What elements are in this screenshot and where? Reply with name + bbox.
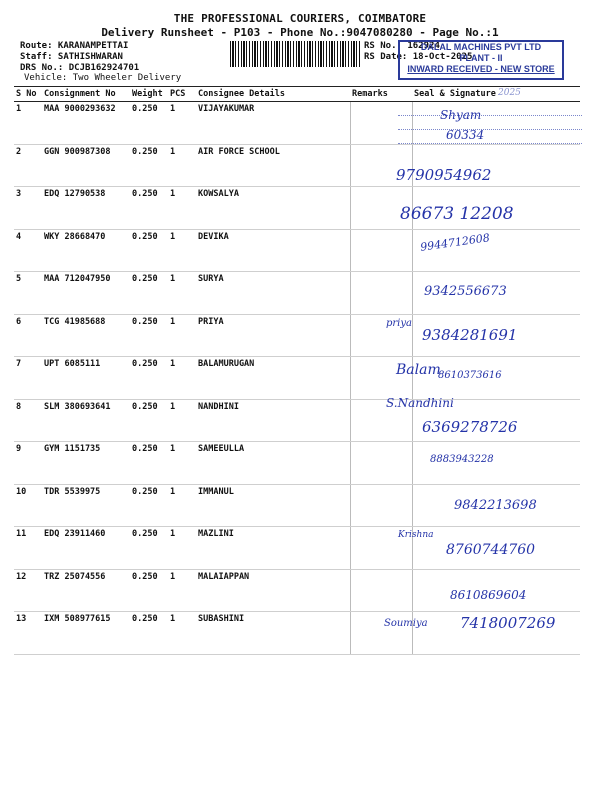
cell-pcs: 1 [168, 484, 196, 527]
handwritten-seal-number: 60334 [446, 128, 485, 142]
cell-remarks [350, 569, 412, 612]
cell-consignee: AIR FORCE SCHOOL [196, 144, 350, 187]
cell-remarks [350, 229, 412, 272]
handwritten-phone-8: 6369278726 [422, 418, 518, 436]
handwritten-phone-10: 9842213698 [454, 498, 537, 513]
header-weight: Weight [130, 87, 168, 102]
header-seal: Seal & Signature [412, 87, 580, 102]
cell-consignee: PRIYA [196, 314, 350, 357]
cell-sno: 5 [14, 272, 42, 315]
cell-weight: 0.250 [130, 144, 168, 187]
handwritten-phone-1: 9790954962 [396, 166, 492, 184]
stamp-faded-date: 2025 [498, 88, 521, 98]
cell-sno: 13 [14, 612, 42, 655]
cell-pcs: 1 [168, 187, 196, 230]
handwritten-phone-2: 86673 12208 [400, 204, 514, 224]
header-pcs: PCS [168, 87, 196, 102]
cell-pcs: 1 [168, 144, 196, 187]
header-consignee: Consignee Details [196, 87, 350, 102]
cell-weight: 0.250 [130, 527, 168, 570]
cell-weight: 0.250 [130, 102, 168, 145]
stamp-line-company: DALAL MACHINES PVT LTD [420, 42, 542, 52]
cell-consignment: TCG 41985688 [42, 314, 130, 357]
inward-stamp [398, 40, 564, 80]
rs-no-label: RS No.: 162924 [364, 41, 440, 51]
cell-consignee: BALAMURUGAN [196, 357, 350, 400]
cell-consignee: SURYA [196, 272, 350, 315]
cell-sno: 7 [14, 357, 42, 400]
cell-sno: 9 [14, 442, 42, 485]
cell-consignee: KOWSALYA [196, 187, 350, 230]
cell-consignee: SUBASHINI [196, 612, 350, 655]
cell-sno: 6 [14, 314, 42, 357]
cell-consignment: UPT 6085111 [42, 357, 130, 400]
cell-sno: 10 [14, 484, 42, 527]
handwritten-seal-name: Shyam [440, 108, 482, 122]
route-label: Route: KARANAMPETTAI [20, 41, 129, 51]
staff-label: Staff: SATHISHWARAN [20, 52, 123, 62]
cell-sno: 1 [14, 102, 42, 145]
cell-consignee: IMMANUL [196, 484, 350, 527]
cell-weight: 0.250 [130, 187, 168, 230]
drs-label: DRS No.: DCJB162924701 [20, 63, 140, 73]
header-remarks: Remarks [350, 87, 412, 102]
handwritten-phone-9: 8883943228 [430, 454, 494, 465]
cell-consignee: MAZLINI [196, 527, 350, 570]
cell-weight: 0.250 [130, 272, 168, 315]
handwritten-phone-4: 9342556673 [424, 284, 507, 299]
cell-consignment: SLM 380693641 [42, 399, 130, 442]
handwritten-signature-nandhini: S.Nandhini [386, 396, 454, 410]
cell-pcs: 1 [168, 229, 196, 272]
cell-consignment: IXM 508977615 [42, 612, 130, 655]
cell-sno: 12 [14, 569, 42, 612]
cell-remarks [350, 272, 412, 315]
cell-pcs: 1 [168, 612, 196, 655]
handwritten-signature-priya: priya [386, 318, 412, 329]
cell-consignment: TRZ 25074556 [42, 569, 130, 612]
handwritten-phone-5: 9384281691 [422, 326, 518, 344]
cell-weight: 0.250 [130, 442, 168, 485]
table-row [14, 144, 580, 187]
cell-consignment: GYM 1151735 [42, 442, 130, 485]
handwritten-phone-12: 8610869604 [450, 588, 527, 602]
cell-consignment: MAA 712047950 [42, 272, 130, 315]
rs-date-label: RS Date: 18-Oct-2025 [364, 52, 473, 62]
cell-consignment: TDR 5539975 [42, 484, 130, 527]
cell-consignee: NANDHINI [196, 399, 350, 442]
cell-weight: 0.250 [130, 357, 168, 400]
seal-box [398, 102, 582, 148]
header-consignment: Consignment No [42, 87, 130, 102]
cell-weight: 0.250 [130, 569, 168, 612]
cell-consignee: SAMEEULLA [196, 442, 350, 485]
header-sno: S No [14, 87, 42, 102]
cell-weight: 0.250 [130, 229, 168, 272]
cell-sno: 11 [14, 527, 42, 570]
cell-weight: 0.250 [130, 399, 168, 442]
cell-pcs: 1 [168, 569, 196, 612]
table-row [14, 442, 580, 485]
cell-pcs: 1 [168, 357, 196, 400]
cell-remarks [350, 442, 412, 485]
cell-weight: 0.250 [130, 314, 168, 357]
handwritten-signature-subashini: Soumiya [384, 618, 428, 629]
table-row [14, 229, 580, 272]
cell-pcs: 1 [168, 527, 196, 570]
cell-consignment: MAA 9000293632 [42, 102, 130, 145]
cell-pcs: 1 [168, 272, 196, 315]
handwritten-phone-13: 7418007269 [460, 614, 556, 632]
handwritten-signature-mazlini: Krishna [398, 530, 434, 540]
handwritten-signature-bala: Balam [396, 362, 441, 378]
cell-consignee: DEVIKA [196, 229, 350, 272]
document-title: THE PROFESSIONAL COURIERS, COIMBATORE [173, 12, 427, 25]
table-header-row [14, 87, 580, 102]
cell-pcs: 1 [168, 442, 196, 485]
runsheet-subtitle: Delivery Runsheet - P103 - Phone No.:9047080280 - Page No.:1 [101, 26, 499, 39]
cell-consignment: GGN 900987308 [42, 144, 130, 187]
cell-consignment: EDQ 12790538 [42, 187, 130, 230]
cell-weight: 0.250 [130, 484, 168, 527]
cell-sno: 3 [14, 187, 42, 230]
cell-consignee: MALAIAPPAN [196, 569, 350, 612]
cell-consignment: WKY 28668470 [42, 229, 130, 272]
cell-weight: 0.250 [130, 612, 168, 655]
handwritten-phone-11: 8760744760 [446, 542, 536, 558]
cell-sno: 8 [14, 399, 42, 442]
handwritten-phone-6: 8610373616 [438, 370, 502, 381]
cell-pcs: 1 [168, 102, 196, 145]
stamp-line-inward: INWARD RECEIVED - NEW STORE [407, 64, 555, 74]
cell-pcs: 1 [168, 314, 196, 357]
cell-consignee: VIJAYAKUMAR [196, 102, 350, 145]
barcode-image [230, 41, 360, 67]
cell-sno: 4 [14, 229, 42, 272]
cell-pcs: 1 [168, 399, 196, 442]
cell-consignment: EDQ 23911460 [42, 527, 130, 570]
cell-sno: 2 [14, 144, 42, 187]
vehicle-label: Vehicle: Two Wheeler Delivery [24, 73, 182, 83]
cell-remarks [350, 484, 412, 527]
handwritten-phone-3: 9944712608 [419, 231, 491, 254]
stamp-line-plant: PLANT - II [459, 53, 503, 63]
